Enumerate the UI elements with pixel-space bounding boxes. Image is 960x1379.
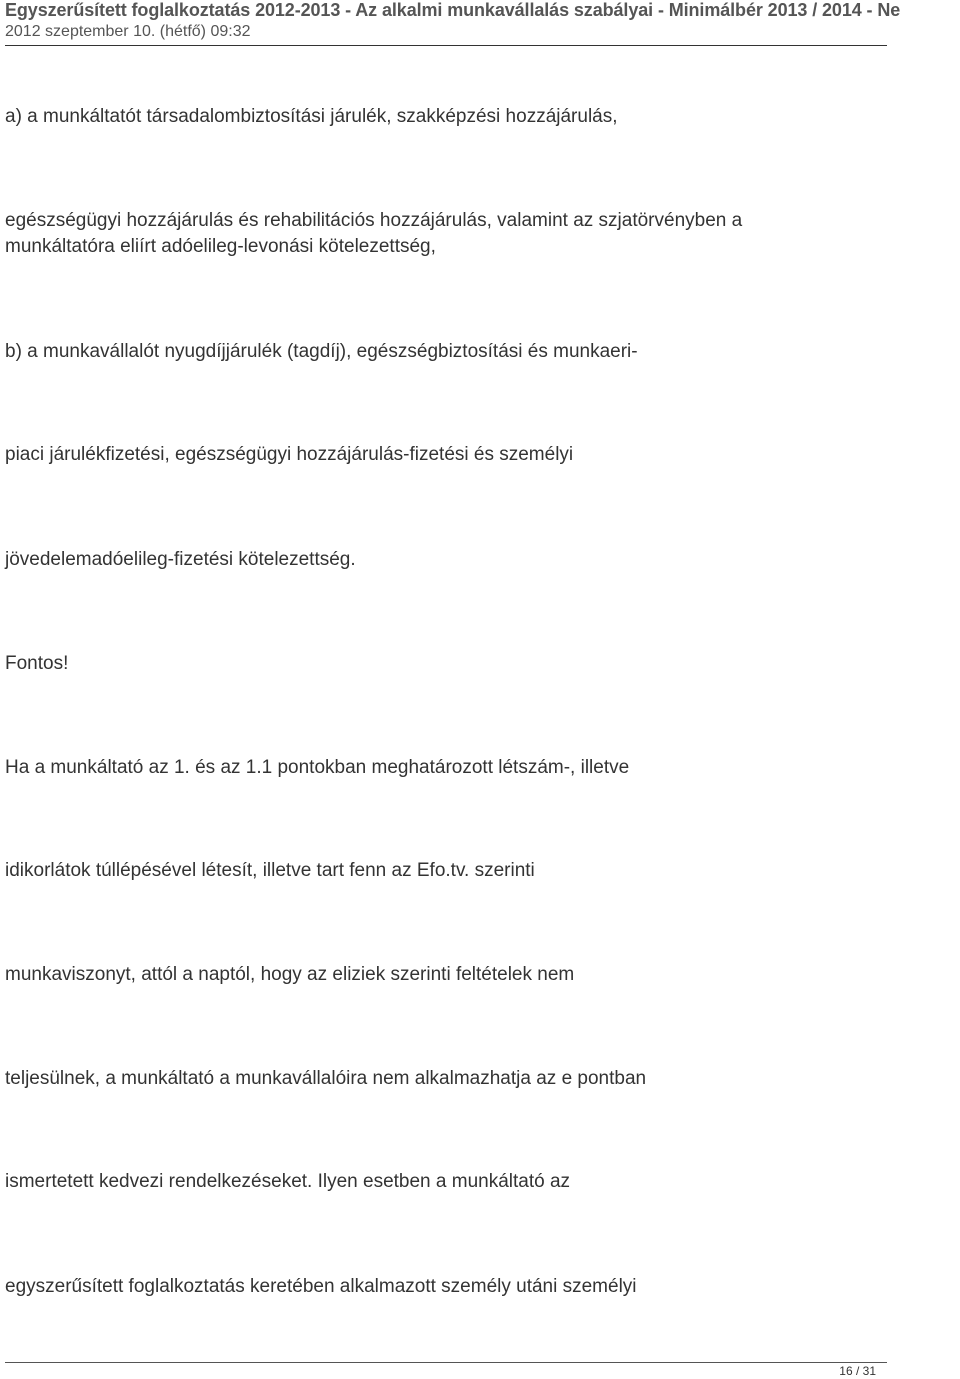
notice-heading: Fontos! — [5, 653, 69, 674]
body-line: teljesülnek, a munkáltató a munkavállalóira nem alkalmazhatja az e pontban — [5, 1068, 647, 1089]
body-line: piaci járulékfizetési, egészségügyi hozzájárulás-fizetési és személyi — [5, 444, 574, 465]
body-line: munkáltatóra eliírt adóelileg-levonási kötelezettség, — [5, 236, 436, 257]
page-number: 16 / 31 — [839, 1364, 876, 1378]
body-line: idikorlátok túllépésével létesít, illetve tart fenn az Efo.tv. szerinti — [5, 860, 535, 881]
document-date: 2012 szeptember 10. (hétfő) 09:32 — [5, 23, 251, 40]
body-line: Ha a munkáltató az 1. és az 1.1 pontokban meghatározott létszám-, illetve — [5, 757, 630, 778]
body-line: a) a munkáltatót társadalombiztosítási járulék, szakképzési hozzájárulás, — [5, 106, 618, 127]
body-line: jövedelemadóelileg-fizetési kötelezettség. — [5, 549, 356, 570]
header-divider — [5, 45, 887, 46]
body-line: egészségügyi hozzájárulás és rehabilitációs hozzájárulás, valamint az szjatörvényben a — [5, 210, 743, 231]
body-line: munkaviszonyt, attól a naptól, hogy az eliziek szerinti feltételek nem — [5, 964, 575, 985]
body-line: egyszerűsített foglalkoztatás keretében alkalmazott személy utáni személyi — [5, 1276, 637, 1297]
footer-divider — [5, 1362, 887, 1363]
body-line: b) a munkavállalót nyugdíjjárulék (tagdíj), egészségbiztosítási és munkaeri- — [5, 341, 638, 362]
body-line: ismertetett kedvezi rendelkezéseket. Ilyen esetben a munkáltató az — [5, 1171, 571, 1192]
document-title: Egyszerűsített foglalkoztatás 2012-2013 - Az alkalmi munkavállalás szabályai - Minimálbér 2013 / 2014 - Ne — [5, 0, 901, 20]
page-header — [0, 0, 960, 50]
